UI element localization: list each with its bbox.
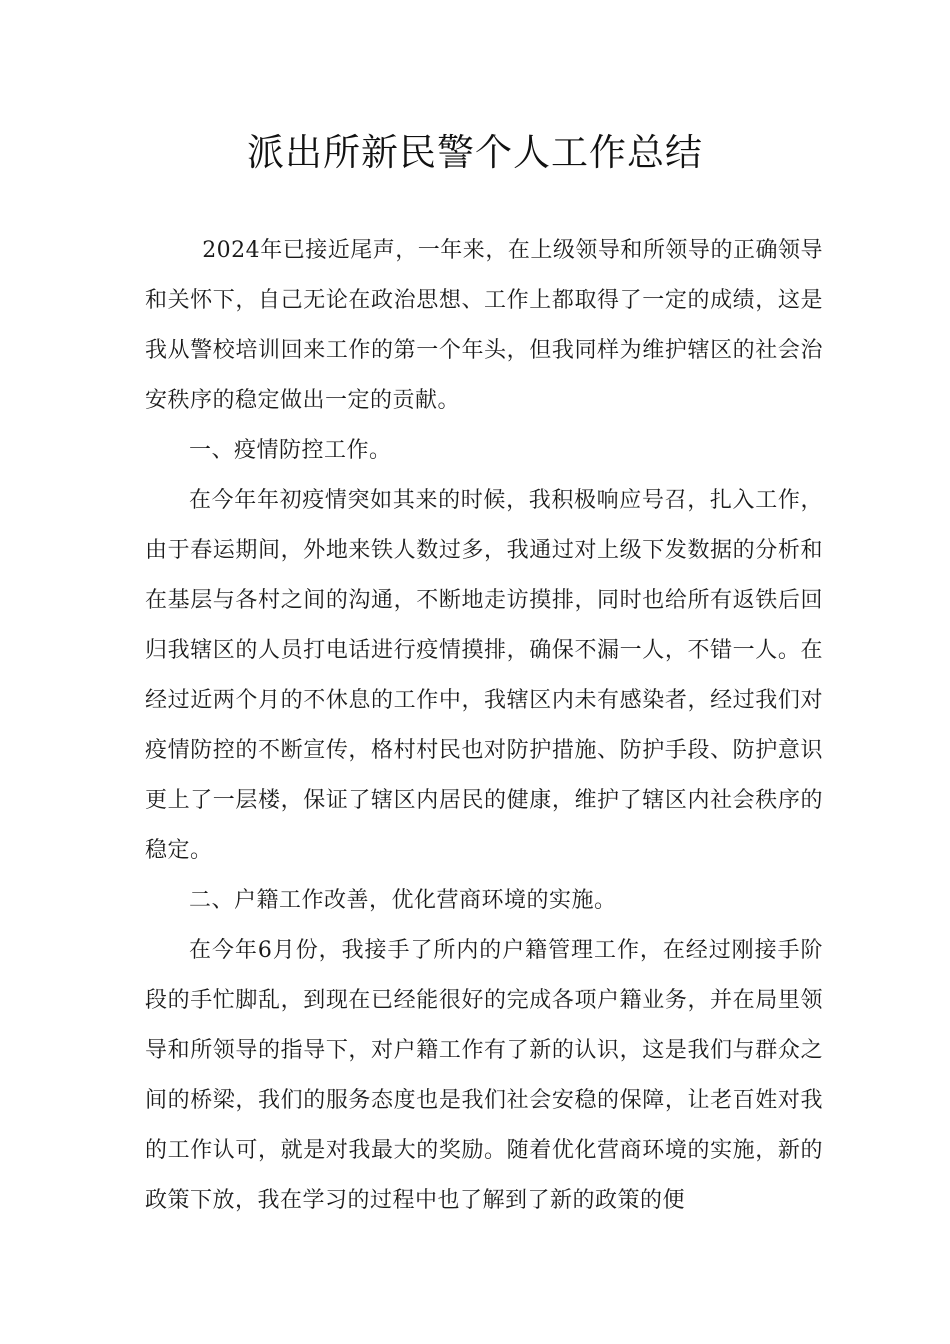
section-heading-2: 二、户籍工作改善，优化营商环境的实施。: [189, 888, 617, 913]
document-body: [145, 226, 823, 1226]
page-title: 派出所新民警个人工作总结: [247, 131, 703, 174]
paragraph-intro: 2024年已接近尾声，一年来，在上级领导和所领导的正确领导和关怀下，自己无论在政治思想、工作上都取得了一定的成绩，这是我从警校培训回来工作的第一个年头，但我同样为维护辖区的社会治安秩序的稳定做出一定的贡献。: [145, 238, 823, 413]
paragraph-household: 在今年6月份，我接手了所内的户籍管理工作，在经过刚接手阶段的手忙脚乱，到现在已经能很好的完成各项户籍业务，并在局里领导和所领导的指导下，对户籍工作有了新的认识，这是我们与群众之间的桥梁，我们的服务态度也是我们社会安稳的保障，让老百姓对我的工作认可，就是对我最大的奖励。随着优化营商环境的实施，新的政策下放，我在学习的过程中也了解到了新的政策的便: [145, 938, 823, 1213]
section-heading-1: 一、疫情防控工作。: [189, 438, 392, 463]
paragraph-epidemic: 在今年年初疫情突如其来的时候，我积极响应号召，扎入工作，由于春运期间，外地来铁人数过多，我通过对上级下发数据的分析和在基层与各村之间的沟通，不断地走访摸排，同时也给所有返铁后回归我辖区的人员打电话进行疫情摸排，确保不漏一人，不错一人。在经过近两个月的不休息的工作中，我辖区内未有感染者，经过我们对疫情防控的不断宣传，格村村民也对防护措施、防护手段、防护意识更上了一层楼，保证了辖区内居民的健康，维护了辖区内社会秩序的稳定。: [145, 488, 823, 863]
